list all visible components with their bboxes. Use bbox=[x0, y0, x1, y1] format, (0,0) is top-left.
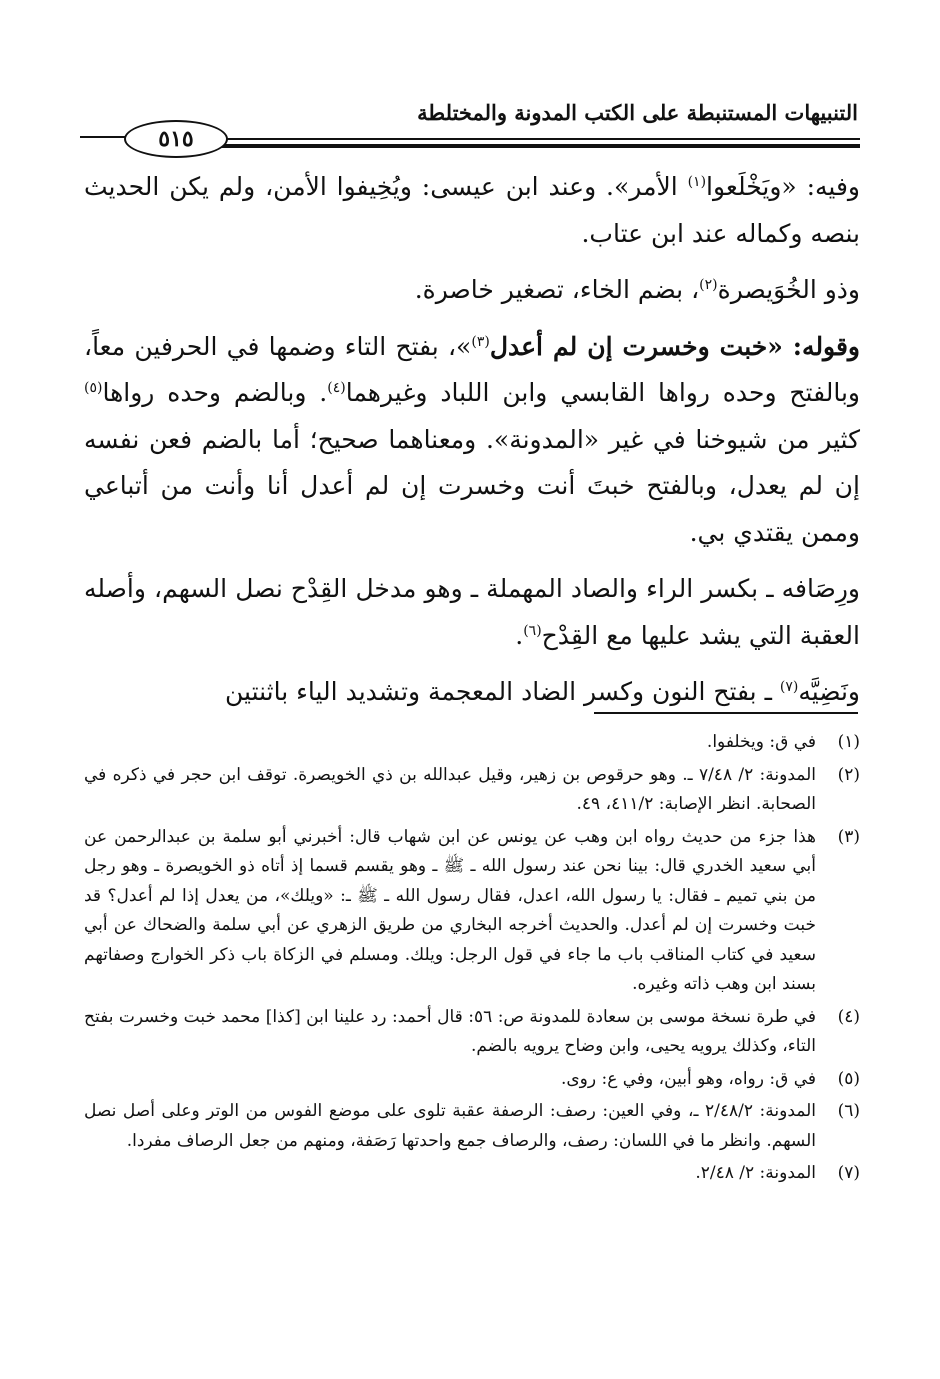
running-header bbox=[80, 96, 860, 156]
footnote-number: (٦) bbox=[837, 1101, 860, 1121]
page-number: ٥١٥ bbox=[158, 126, 194, 152]
footnote-text: في ق: رواه، وهو أبين، وفي ع: روى. bbox=[560, 1068, 816, 1089]
paragraph-2-text-a: وذو الخُوَيصرة bbox=[717, 275, 860, 304]
header-rule-thin bbox=[210, 138, 860, 140]
footnote-number: (٥) bbox=[837, 1068, 860, 1089]
footnote-number: (٢) bbox=[837, 764, 860, 785]
paragraph-3-text-c: كثير من شيوخنا في غير «المدونة». ومعناهما صحيح؛ أما بالضم فعن نفسه إن لم يعدل، وبالفتح خبتَ أنت وخسرت إن لم أعدل أنا وأنت من أتباعي وممن يقتدي بي. bbox=[84, 424, 860, 547]
paragraph-5 bbox=[84, 669, 860, 716]
paragraph-1 bbox=[84, 164, 860, 257]
footnote-number: (٧) bbox=[837, 1163, 860, 1183]
footnotes bbox=[84, 728, 860, 1192]
footnote-ref-2[interactable]: (٢) bbox=[699, 277, 718, 293]
footnote-number: (٤) bbox=[837, 1006, 860, 1027]
footnote-text: المدونة: ٢/٤٨/٢ ـ، وفي العين: رصف: الرصفة عقبة تلوى على موضع الفوس من الوتر وعلى أصل نصل السهم. وانظر ما في اللسان: رصف، والرصاف جمع واحدتها رَصَفة، ومنهم من جعل الرصاف مفردا. bbox=[84, 1101, 816, 1151]
footnote bbox=[84, 728, 860, 758]
paragraph-3 bbox=[84, 324, 860, 557]
paragraph-1-text-a: وفيه: «ويَخْلَعوا bbox=[706, 172, 860, 201]
footnote-text: في ق: ويخلفوا. bbox=[706, 732, 816, 752]
footnote-text: المدونة: ٢/ ٧/٤٨ ـ. وهو حرقوص بن زهير، وقيل عبدالله بن ذي الخويصرة. توقف ابن حجر في ذكره في الصحابة. انظر الإصابة: ٤١١/٢، ٤٩. bbox=[84, 764, 816, 814]
footnote-ref-1[interactable]: (١) bbox=[687, 174, 707, 190]
header-rule-tail bbox=[80, 136, 126, 138]
paragraph-4-text-a: ورِصَافه ـ بكسر الراء والصاد المهملة ـ وهو مدخل القِدْح نصل السهم، وأصله العقبة التي يشد عليها مع القِدْح bbox=[84, 574, 860, 650]
header-rule-thick bbox=[210, 144, 860, 148]
paragraph-2-text-b: ، بضم الخاء، تصغير خاصرة. bbox=[414, 275, 700, 304]
page-number-badge bbox=[124, 120, 228, 158]
paragraph-4 bbox=[84, 566, 860, 659]
paragraph-2 bbox=[84, 267, 860, 314]
paragraph-3-lead: وقوله: «خبت وخسرت إن لم أعدل bbox=[489, 331, 860, 361]
paragraph-5-text-b: ـ بفتح النون وكسر الضاد المعجمة وتشديد الياء باثنتين bbox=[225, 677, 780, 706]
footnote bbox=[84, 1065, 860, 1095]
footnote-text: في طرة نسخة موسى بن سعادة للمدونة ص: ٥٦: قال أحمد: رد علينا ابن [كذا] محمد خبت وخسرت بفتح التاء، وكذلك يرويه يحيى، وابن وضاح يرويه بالضم. bbox=[84, 1006, 816, 1056]
paragraph-3-text-a: »، بفتح التاء وضمها في الحرفين معاً، وبالفتح وحده رواها القابسي وابن اللباد وغيرهما bbox=[84, 331, 861, 407]
footnote-ref-3[interactable]: (٣) bbox=[471, 333, 490, 350]
footnote bbox=[84, 823, 860, 1000]
footnote-ref-5[interactable]: (٥) bbox=[84, 380, 103, 396]
header-title: التنبيهات المستنبطة على الكتب المدونة والمختلطة bbox=[417, 100, 858, 125]
paragraph-5-text-a: ونَضِيَّه bbox=[798, 677, 860, 706]
footnote-number: (١) bbox=[837, 732, 860, 752]
main-text bbox=[84, 164, 860, 718]
footnote-text: هذا جزء من حديث رواه ابن وهب عن يونس عن ابن شهاب قال: أخبرني أبو سلمة بن عبدالرحمن عن أبي سعيد الخدري قال: بينا نحن عند رسول الله ـ ﷺ ـ وهو يقسم قسما إذ أتاه ذو الخويصرة ـ وهو رجل من بني تميم ـ فقال: يا رسول الله، اعدل، فقال رسول الله ـ ﷺ ـ: «ويلك»، من يعدل إذا لم أعدل؟ قد خبت وخسرت إن لم أعدل. والحديث أخرجه البخاري من طريق الزهري عن أبي سلمة والضحاك عن أبي سعيد في كتاب المناقب باب ما جاء في قول الرجل: ويلك. ومسلم في الزكاة باب ذكر الخوارج وصفاتهم بسند ابن وهب ذاته وغيره. bbox=[84, 826, 816, 994]
footnote bbox=[84, 1003, 860, 1062]
footnote-ref-7[interactable]: (٧) bbox=[779, 679, 799, 695]
paragraph-4-text-b: . bbox=[515, 620, 524, 650]
footnote-ref-6[interactable]: (٦) bbox=[523, 622, 542, 639]
footnote bbox=[84, 1097, 860, 1156]
paragraph-3-text-b: . وبالضم وحده رواها bbox=[102, 378, 328, 407]
footnote-text: المدونة: ٢/ ٢/٤٨. bbox=[695, 1163, 816, 1183]
footnote-number: (٣) bbox=[837, 826, 860, 847]
footnote bbox=[84, 761, 860, 820]
footnote-separator bbox=[594, 712, 858, 714]
footnote-ref-4[interactable]: (٤) bbox=[327, 380, 346, 396]
footnote bbox=[84, 1159, 860, 1189]
paragraph-1-text-b: الأمر». وعند ابن عيسى: ويُخِيفوا الأمن، ولم يكن الحديث بنصه وكماله عند ابن عتاب. bbox=[84, 172, 860, 248]
